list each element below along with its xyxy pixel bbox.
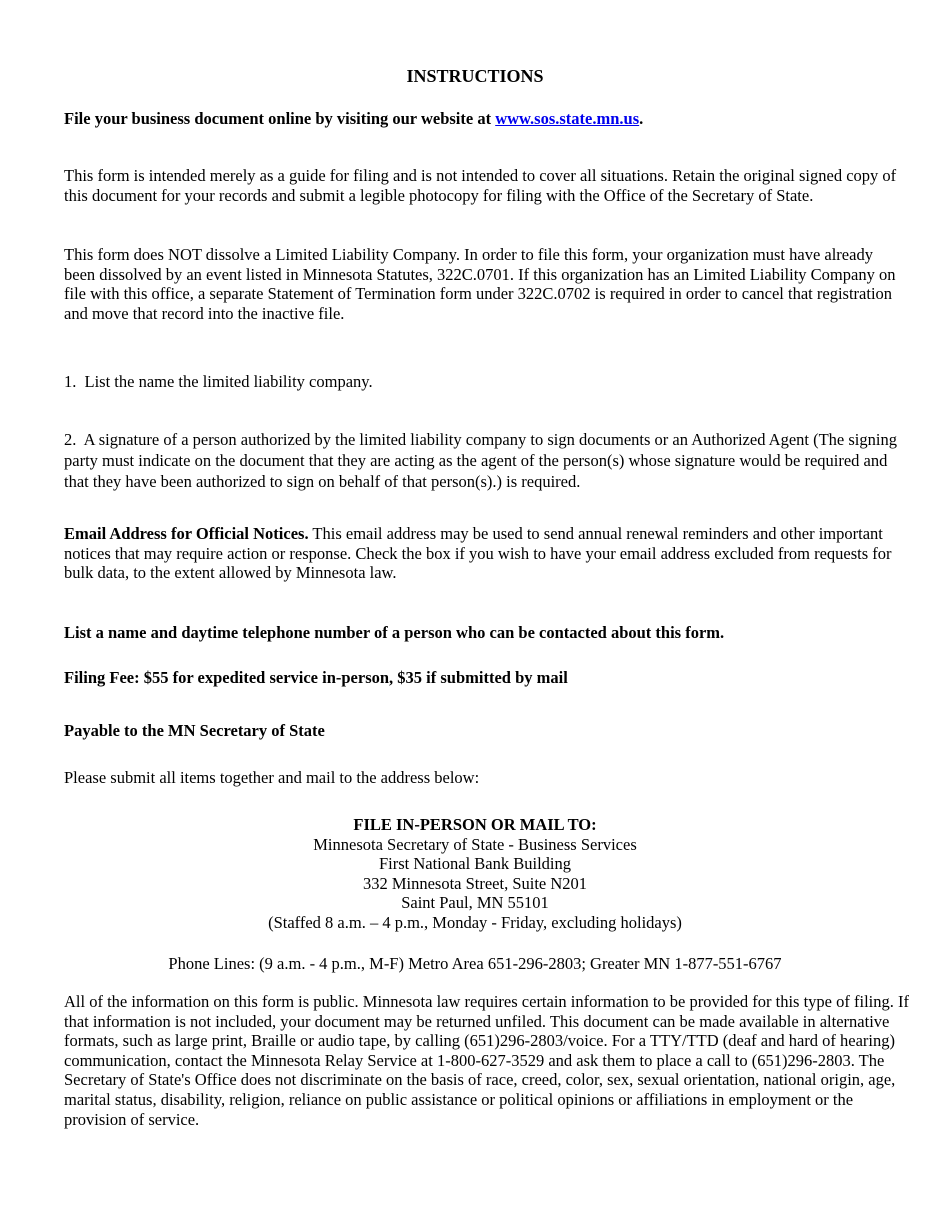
online-filing-suffix: . [639,109,644,128]
instruction-item-2 [64,429,904,492]
dissolve-paragraph: This form does NOT dissolve a Limited Liability Company. In order to file this form, your organization must have already been dissolved by an event listed in Minnesota Statutes, 322C.0701. If this organization has an Limited Liability Company on file with this office, a separate Statement of Termination form under 322C.0702 is required in order to cancel that registration and move that record into the inactive file. [64,245,896,323]
address-heading: FILE IN-PERSON OR MAIL TO: [353,815,597,834]
email-paragraph [64,524,904,583]
address-line: Minnesota Secretary of State - Business Services [313,834,637,854]
public-information-paragraph: All of the information on this form is public. Minnesota law requires certain information to be provided for this type of filing. If that information is not included, your document may be returned unfiled. This document can be made available in alternative formats, such as large print, Braille or audio tape, by calling (651)296-2803/voice. For a TTY/TTD (deaf and hard of hearing) communication, contact the Minnesota Relay Service at 1-800-627-3529 and ask them to place a call to (651)296-2803. The Secretary of State's Office does not discriminate on the basis of race, creed, color, sex, sexual orientation, national origin, age, marital status, disability, religion, reliance on public assistance or political opinions or affiliations in employment or the provision of service. [64,992,909,1129]
email-text: This email address may be used to send annual renewal reminders and other important notices that may require action or response. Check the box if you wish to have your email address excluded from requests for bulk data, to the extent allowed by Minnesota law. [64,524,892,583]
item-1-number: 1. [64,372,77,391]
address-line: First National Bank Building [378,854,572,874]
online-filing-note [64,109,904,129]
website-link[interactable]: www.sos.state.mn.us [495,109,640,128]
email-heading: Email Address for Official Notices. [64,524,309,543]
address-line: Saint Paul, MN 55101 [401,893,549,913]
item-1-text: List the name the limited liability company. [84,372,373,391]
filing-fee: Filing Fee: $55 for expedited service in-person, $35 if submitted by mail [64,668,568,687]
item-2-number: 2. [64,430,77,449]
address-line: 332 Minnesota Street, Suite N201 [362,873,588,893]
guide-paragraph: This form is intended merely as a guide for filing and is not intended to cover all situations. Retain the original signed copy of this document for your records and submit a legible photocopy for filing with the Office of the Secretary of State. [64,166,897,205]
submit-instruction: Please submit all items together and mail to the address below: [64,768,480,787]
online-filing-prefix: File your business document online by visiting our website at [64,109,496,128]
mailing-address [0,815,950,933]
office-hours: (Staffed 8 a.m. – 4 p.m., Monday - Friday, excluding holidays) [268,912,682,932]
instruction-item-1 [64,372,904,392]
contact-instruction: List a name and daytime telephone number of a person who can be contacted about this form. [64,623,725,642]
item-2-text: A signature of a person authorized by the limited liability company to sign documents or an Authorized Agent (The signing party must indicate on the document that they are acting as the agent of the person(s) whose signature would be required and that they have been authorized to sign on behalf of that person(s).) is required. [64,430,897,491]
page-title: INSTRUCTIONS [406,66,544,86]
phone-lines: Phone Lines: (9 a.m. - 4 p.m., M-F) Metro Area 651-296-2803; Greater MN 1-877-551-6767 [168,954,782,973]
payable-to: Payable to the MN Secretary of State [64,721,325,740]
